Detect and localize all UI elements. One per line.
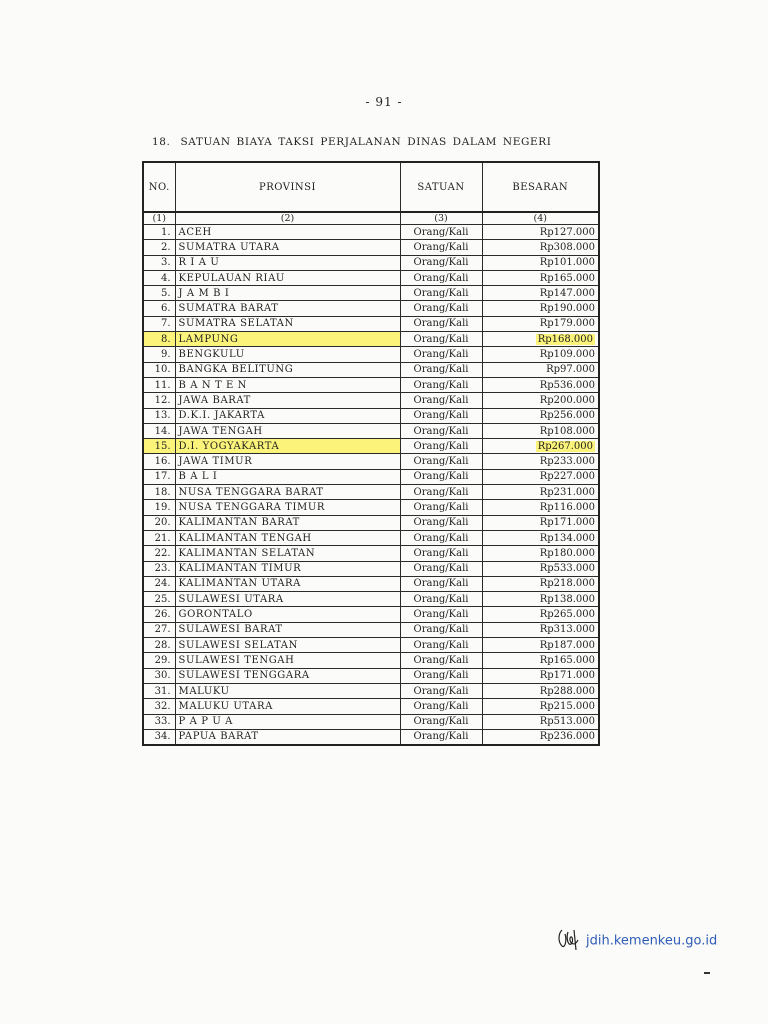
column-number-row <box>143 212 599 225</box>
amount-value: Rp308.000 <box>539 241 595 253</box>
amount-cell <box>482 638 599 653</box>
row-number: 12. <box>143 393 175 408</box>
amount-cell <box>482 255 599 270</box>
table-row <box>143 622 599 637</box>
unit-cell: Orang/Kali <box>400 286 482 301</box>
amount-cell <box>482 607 599 622</box>
unit-cell: Orang/Kali <box>400 546 482 561</box>
unit-cell: Orang/Kali <box>400 270 482 285</box>
amount-value: Rp187.000 <box>539 639 595 651</box>
province-cell: JAWA BARAT <box>175 393 400 408</box>
row-number: 3. <box>143 255 175 270</box>
province-cell: SULAWESI TENGGARA <box>175 668 400 683</box>
amount-cell <box>482 454 599 469</box>
header-satuan: SATUAN <box>400 162 482 212</box>
row-number: 32. <box>143 699 175 714</box>
amount-value: Rp231.000 <box>539 486 595 498</box>
table-row <box>143 546 599 561</box>
row-number: 22. <box>143 546 175 561</box>
page-number: - 91 - <box>365 95 403 109</box>
amount-value: Rp101.000 <box>539 257 595 269</box>
amount-value: Rp116.000 <box>539 501 595 513</box>
amount-cell <box>482 362 599 377</box>
table-row <box>143 683 599 698</box>
unit-cell: Orang/Kali <box>400 454 482 469</box>
province-cell: KALIMANTAN TENGAH <box>175 530 400 545</box>
province-cell: SULAWESI BARAT <box>175 622 400 637</box>
amount-value: Rp127.000 <box>539 226 595 238</box>
unit-cell: Orang/Kali <box>400 316 482 331</box>
row-number: 7. <box>143 316 175 331</box>
province-cell: J A M B I <box>175 286 400 301</box>
province-cell: MALUKU UTARA <box>175 699 400 714</box>
amount-value: Rp165.000 <box>539 654 595 666</box>
table-row <box>143 576 599 591</box>
amount-value: Rp147.000 <box>539 287 595 299</box>
table-row <box>143 485 599 500</box>
province-cell: SUMATRA BARAT <box>175 301 400 316</box>
unit-cell: Orang/Kali <box>400 530 482 545</box>
amount-cell <box>482 592 599 607</box>
unit-cell: Orang/Kali <box>400 301 482 316</box>
table-row <box>143 347 599 362</box>
table-row <box>143 286 599 301</box>
province-cell: KALIMANTAN BARAT <box>175 515 400 530</box>
unit-cell: Orang/Kali <box>400 699 482 714</box>
amount-cell <box>482 530 599 545</box>
amount-cell <box>482 485 599 500</box>
province-cell: KEPULAUAN RIAU <box>175 270 400 285</box>
province-cell: NUSA TENGGARA BARAT <box>175 485 400 500</box>
table-header-row <box>143 162 599 212</box>
amount-cell <box>482 546 599 561</box>
amount-cell <box>482 423 599 438</box>
header-no: NO. <box>143 162 175 212</box>
province-cell: SUMATRA UTARA <box>175 240 400 255</box>
unit-cell: Orang/Kali <box>400 500 482 515</box>
table-row <box>143 699 599 714</box>
amount-value: Rp190.000 <box>539 303 595 315</box>
unit-cell: Orang/Kali <box>400 592 482 607</box>
amount-value: Rp288.000 <box>539 685 595 697</box>
amount-value: Rp108.000 <box>539 425 595 437</box>
table-body <box>143 225 599 746</box>
amount-cell <box>482 332 599 347</box>
taxi-cost-table <box>142 161 600 746</box>
row-number: 34. <box>143 729 175 745</box>
unit-cell: Orang/Kali <box>400 638 482 653</box>
amount-value: Rp267.000 <box>537 440 593 452</box>
unit-cell: Orang/Kali <box>400 408 482 423</box>
page-mark <box>704 972 710 974</box>
amount-value: Rp200.000 <box>539 394 595 406</box>
row-number: 14. <box>143 423 175 438</box>
table-row <box>143 668 599 683</box>
column-number: (2) <box>175 212 400 225</box>
table-row <box>143 316 599 331</box>
amount-cell <box>482 714 599 729</box>
amount-value: Rp180.000 <box>539 547 595 559</box>
amount-cell <box>482 515 599 530</box>
row-number: 24. <box>143 576 175 591</box>
table-row <box>143 592 599 607</box>
province-cell: P A P U A <box>175 714 400 729</box>
amount-cell <box>482 668 599 683</box>
row-number: 19. <box>143 500 175 515</box>
table-row <box>143 561 599 576</box>
amount-value: Rp536.000 <box>539 379 595 391</box>
amount-cell <box>482 225 599 240</box>
amount-cell <box>482 393 599 408</box>
amount-cell <box>482 408 599 423</box>
unit-cell: Orang/Kali <box>400 561 482 576</box>
amount-value: Rp168.000 <box>537 333 593 345</box>
amount-cell <box>482 469 599 484</box>
province-cell: R I A U <box>175 255 400 270</box>
amount-cell <box>482 240 599 255</box>
table-row <box>143 377 599 392</box>
amount-value: Rp233.000 <box>539 456 595 468</box>
row-number: 21. <box>143 530 175 545</box>
table-row <box>143 653 599 668</box>
amount-cell <box>482 576 599 591</box>
row-number: 27. <box>143 622 175 637</box>
unit-cell: Orang/Kali <box>400 729 482 745</box>
province-cell: D.I. YOGYAKARTA <box>175 439 400 454</box>
table-row <box>143 362 599 377</box>
province-cell: SUMATRA SELATAN <box>175 316 400 331</box>
amount-value: Rp165.000 <box>539 272 595 284</box>
table-row <box>143 408 599 423</box>
unit-cell: Orang/Kali <box>400 469 482 484</box>
table-row <box>143 423 599 438</box>
unit-cell: Orang/Kali <box>400 515 482 530</box>
row-number: 4. <box>143 270 175 285</box>
amount-value: Rp227.000 <box>539 471 595 483</box>
table-row <box>143 240 599 255</box>
province-cell: D.K.I. JAKARTA <box>175 408 400 423</box>
unit-cell: Orang/Kali <box>400 653 482 668</box>
amount-value: Rp236.000 <box>539 731 595 743</box>
unit-cell: Orang/Kali <box>400 485 482 500</box>
amount-cell <box>482 500 599 515</box>
province-cell: SULAWESI UTARA <box>175 592 400 607</box>
table-row <box>143 607 599 622</box>
province-cell: KALIMANTAN SELATAN <box>175 546 400 561</box>
amount-value: Rp533.000 <box>539 563 595 575</box>
table-row <box>143 255 599 270</box>
column-number: (4) <box>482 212 599 225</box>
amount-cell <box>482 729 599 745</box>
province-cell: BANGKA BELITUNG <box>175 362 400 377</box>
province-cell: JAWA TIMUR <box>175 454 400 469</box>
amount-cell <box>482 286 599 301</box>
row-number: 33. <box>143 714 175 729</box>
unit-cell: Orang/Kali <box>400 439 482 454</box>
unit-cell: Orang/Kali <box>400 714 482 729</box>
amount-value: Rp171.000 <box>539 517 595 529</box>
unit-cell: Orang/Kali <box>400 377 482 392</box>
row-number: 30. <box>143 668 175 683</box>
table-row <box>143 270 599 285</box>
amount-cell <box>482 561 599 576</box>
amount-cell <box>482 683 599 698</box>
table-row <box>143 225 599 240</box>
row-number: 8. <box>143 332 175 347</box>
unit-cell: Orang/Kali <box>400 622 482 637</box>
unit-cell: Orang/Kali <box>400 576 482 591</box>
province-cell: B A N T E N <box>175 377 400 392</box>
amount-cell <box>482 270 599 285</box>
row-number: 6. <box>143 301 175 316</box>
row-number: 13. <box>143 408 175 423</box>
unit-cell: Orang/Kali <box>400 423 482 438</box>
row-number: 2. <box>143 240 175 255</box>
amount-value: Rp134.000 <box>539 532 595 544</box>
province-cell: KALIMANTAN UTARA <box>175 576 400 591</box>
amount-cell <box>482 439 599 454</box>
header-besaran: BESARAN <box>482 162 599 212</box>
amount-cell <box>482 653 599 668</box>
amount-cell <box>482 347 599 362</box>
province-cell: KALIMANTAN TIMUR <box>175 561 400 576</box>
amount-value: Rp313.000 <box>539 624 595 636</box>
unit-cell: Orang/Kali <box>400 393 482 408</box>
column-number: (3) <box>400 212 482 225</box>
province-cell: B A L I <box>175 469 400 484</box>
row-number: 15. <box>143 439 175 454</box>
row-number: 1. <box>143 225 175 240</box>
amount-value: Rp138.000 <box>539 593 595 605</box>
row-number: 17. <box>143 469 175 484</box>
row-number: 5. <box>143 286 175 301</box>
amount-value: Rp179.000 <box>539 318 595 330</box>
table-row <box>143 454 599 469</box>
row-number: 31. <box>143 683 175 698</box>
province-cell: MALUKU <box>175 683 400 698</box>
row-number: 18. <box>143 485 175 500</box>
table-row <box>143 393 599 408</box>
province-cell: SULAWESI TENGAH <box>175 653 400 668</box>
amount-value: Rp171.000 <box>539 670 595 682</box>
table-row <box>143 638 599 653</box>
province-cell: NUSA TENGGARA TIMUR <box>175 500 400 515</box>
table-row <box>143 530 599 545</box>
province-cell: PAPUA BARAT <box>175 729 400 745</box>
amount-value: Rp218.000 <box>539 578 595 590</box>
row-number: 26. <box>143 607 175 622</box>
unit-cell: Orang/Kali <box>400 683 482 698</box>
unit-cell: Orang/Kali <box>400 255 482 270</box>
amount-cell <box>482 622 599 637</box>
table-row <box>143 469 599 484</box>
province-cell: SULAWESI SELATAN <box>175 638 400 653</box>
table-row <box>143 332 599 347</box>
province-cell: JAWA TENGAH <box>175 423 400 438</box>
amount-cell <box>482 699 599 714</box>
table-row <box>143 439 599 454</box>
amount-cell <box>482 301 599 316</box>
watermark-text: jdih.kemenkeu.go.id <box>586 933 718 949</box>
watermark <box>556 928 717 954</box>
row-number: 9. <box>143 347 175 362</box>
amount-value: Rp513.000 <box>539 716 595 728</box>
table-row <box>143 515 599 530</box>
section-number: 18. <box>152 136 171 148</box>
signature-icon <box>556 926 584 952</box>
row-number: 20. <box>143 515 175 530</box>
table-row <box>143 301 599 316</box>
table-row <box>143 714 599 729</box>
row-number: 10. <box>143 362 175 377</box>
row-number: 16. <box>143 454 175 469</box>
amount-value: Rp109.000 <box>539 349 595 361</box>
column-number: (1) <box>143 212 175 225</box>
unit-cell: Orang/Kali <box>400 240 482 255</box>
unit-cell: Orang/Kali <box>400 668 482 683</box>
row-number: 25. <box>143 592 175 607</box>
unit-cell: Orang/Kali <box>400 607 482 622</box>
table-row <box>143 500 599 515</box>
unit-cell: Orang/Kali <box>400 362 482 377</box>
unit-cell: Orang/Kali <box>400 225 482 240</box>
section-heading <box>152 136 561 148</box>
amount-value: Rp215.000 <box>539 700 595 712</box>
section-title: SATUAN BIAYA TAKSI PERJALANAN DINAS DALAM NEGERI <box>180 136 552 148</box>
unit-cell: Orang/Kali <box>400 332 482 347</box>
row-number: 11. <box>143 377 175 392</box>
amount-value: Rp256.000 <box>539 410 595 422</box>
province-cell: BENGKULU <box>175 347 400 362</box>
amount-cell <box>482 377 599 392</box>
amount-cell <box>482 316 599 331</box>
province-cell: GORONTALO <box>175 607 400 622</box>
row-number: 28. <box>143 638 175 653</box>
province-cell: LAMPUNG <box>175 332 400 347</box>
row-number: 29. <box>143 653 175 668</box>
amount-value: Rp265.000 <box>539 609 595 621</box>
row-number: 23. <box>143 561 175 576</box>
province-cell: ACEH <box>175 225 400 240</box>
amount-value: Rp97.000 <box>546 364 595 376</box>
unit-cell: Orang/Kali <box>400 347 482 362</box>
header-provinsi: PROVINSI <box>175 162 400 212</box>
table-row <box>143 729 599 745</box>
